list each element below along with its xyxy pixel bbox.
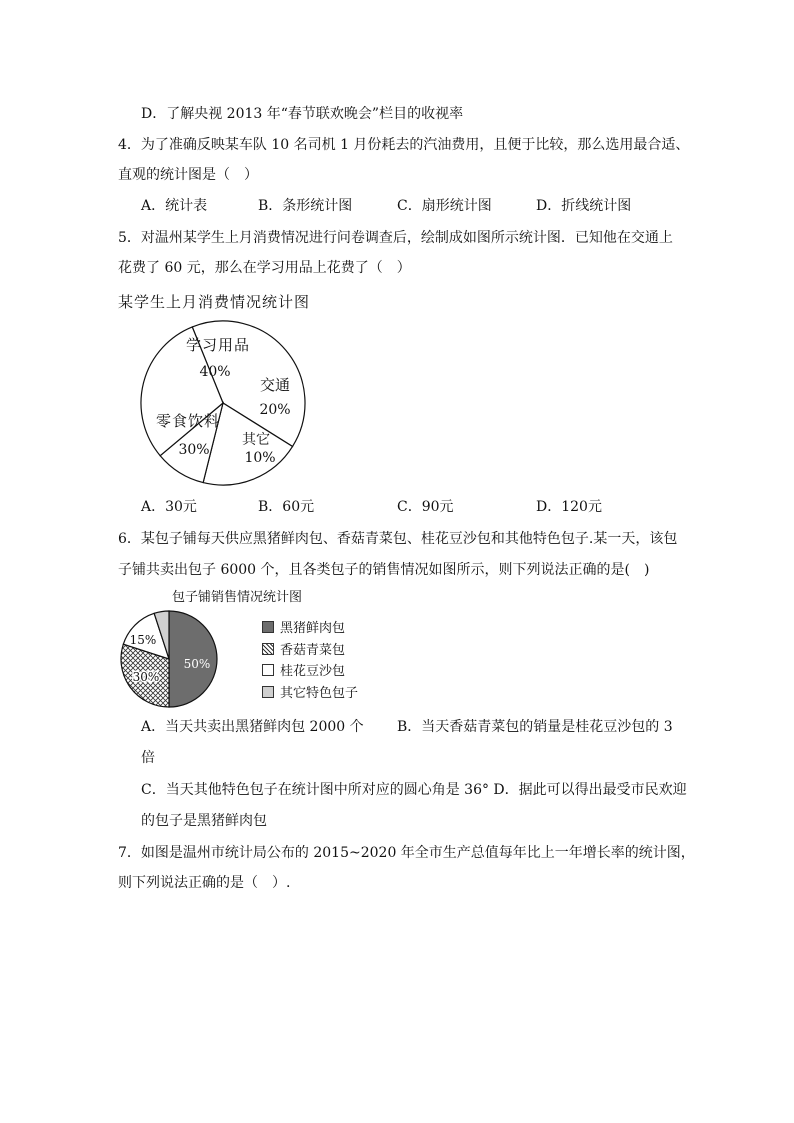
- q7-stem-line1: 7．如图是温州市统计局公布的 2015~2020 年全市生产总值每年比上一年增长率的统计图，: [118, 845, 695, 861]
- legend-item-mushroom: [262, 643, 345, 659]
- q4-option-a: A．统计表: [141, 198, 208, 214]
- q5-stem-line1: 5．对温州某学生上月消费情况进行问卷调查后，绘制成如图所示统计图．已知他在交通上: [118, 230, 673, 246]
- pie2-value-pork: 50%: [183, 657, 211, 671]
- q6-option-b-line2: 倍: [141, 750, 155, 766]
- legend-label-other: 其它特色包子: [280, 686, 359, 701]
- q7-stem-line2: 则下列说法正确的是（ ）.: [118, 875, 291, 891]
- q6-stem-line1: 6．某包子铺每天供应黑猪鲜肉包、香菇青菜包、桂花豆沙包和其他特色包子.某一天，该包: [118, 531, 678, 547]
- q5-stem-line2: 花费了 60 元，那么在学习用品上花费了（ ）: [118, 260, 411, 276]
- q4-stem-line1: 4．为了准确反映某车队 10 名司机 1 月份耗去的汽油费用，且便于比较，那么选用最合适、: [118, 137, 690, 153]
- legend-label-pork: 黑猪鲜肉包: [280, 621, 346, 636]
- legend-swatch-bean: [262, 664, 274, 676]
- legend-item-other: [262, 686, 358, 702]
- bun-pie-chart: [118, 608, 220, 710]
- q6-stem-line2: 子铺共卖出包子 6000 个，且各类包子的销售情况如图所示，则下列说法正确的是( ): [118, 562, 650, 578]
- q6-option-d-line2: 的包子是黑猪鲜肉包: [141, 813, 267, 829]
- legend-label-bean: 桂花豆沙包: [280, 664, 346, 679]
- q6-option-a: A．当天共卖出黑猪鲜肉包 2000 个: [141, 719, 364, 735]
- q6-option-b-line1: B．当天香菇青菜包的销量是桂花豆沙包的 3: [397, 719, 673, 735]
- q5-option-b: B．60元: [258, 499, 315, 515]
- pie2-value-bean: 15%: [129, 633, 157, 647]
- legend-swatch-mushroom: [262, 643, 274, 655]
- pie1-label-other: 其它: [242, 432, 270, 448]
- legend-swatch-pork: [262, 621, 274, 633]
- pie1-value-snacks: 30%: [178, 442, 210, 458]
- pie1-value-transport: 20%: [259, 402, 291, 418]
- pie1-value-study: 40%: [199, 364, 231, 380]
- q6-option-c-d-line: C．当天其他特色包子在统计图中所对应的圆心角是 36° D．据此可以得出最受市民欢迎: [141, 782, 687, 798]
- pie1-value-other: 10%: [244, 450, 276, 466]
- q4-option-b: B．条形统计图: [258, 198, 353, 214]
- spending-chart-title: 某学生上月消费情况统计图: [118, 293, 311, 311]
- q3-option-d: D．了解央视 2013 年“春节联欢晚会”栏目的收视率: [141, 106, 464, 122]
- pie2-value-mushroom: 30%: [132, 670, 160, 684]
- q4-option-d: D．折线统计图: [536, 198, 632, 214]
- pie1-label-snacks: 零食饮料: [155, 412, 221, 430]
- legend-item-bean: [262, 664, 345, 680]
- q5-option-c: C．90元: [397, 499, 454, 515]
- legend-item-pork: [262, 621, 345, 637]
- q4-stem-line2: 直观的统计图是（ ）: [118, 167, 258, 183]
- q5-option-a: A．30元: [141, 499, 197, 515]
- bun-chart-title: 包子铺销售情况统计图: [172, 590, 303, 605]
- pie1-label-study: 学习用品: [185, 336, 251, 354]
- spending-pie-chart: [138, 318, 308, 488]
- q4-option-c: C．扇形统计图: [397, 198, 492, 214]
- legend-swatch-other: [262, 686, 274, 698]
- pie1-label-transport: 交通: [259, 376, 291, 394]
- legend-label-mushroom: 香菇青菜包: [280, 643, 346, 658]
- q5-option-d: D．120元: [536, 499, 602, 515]
